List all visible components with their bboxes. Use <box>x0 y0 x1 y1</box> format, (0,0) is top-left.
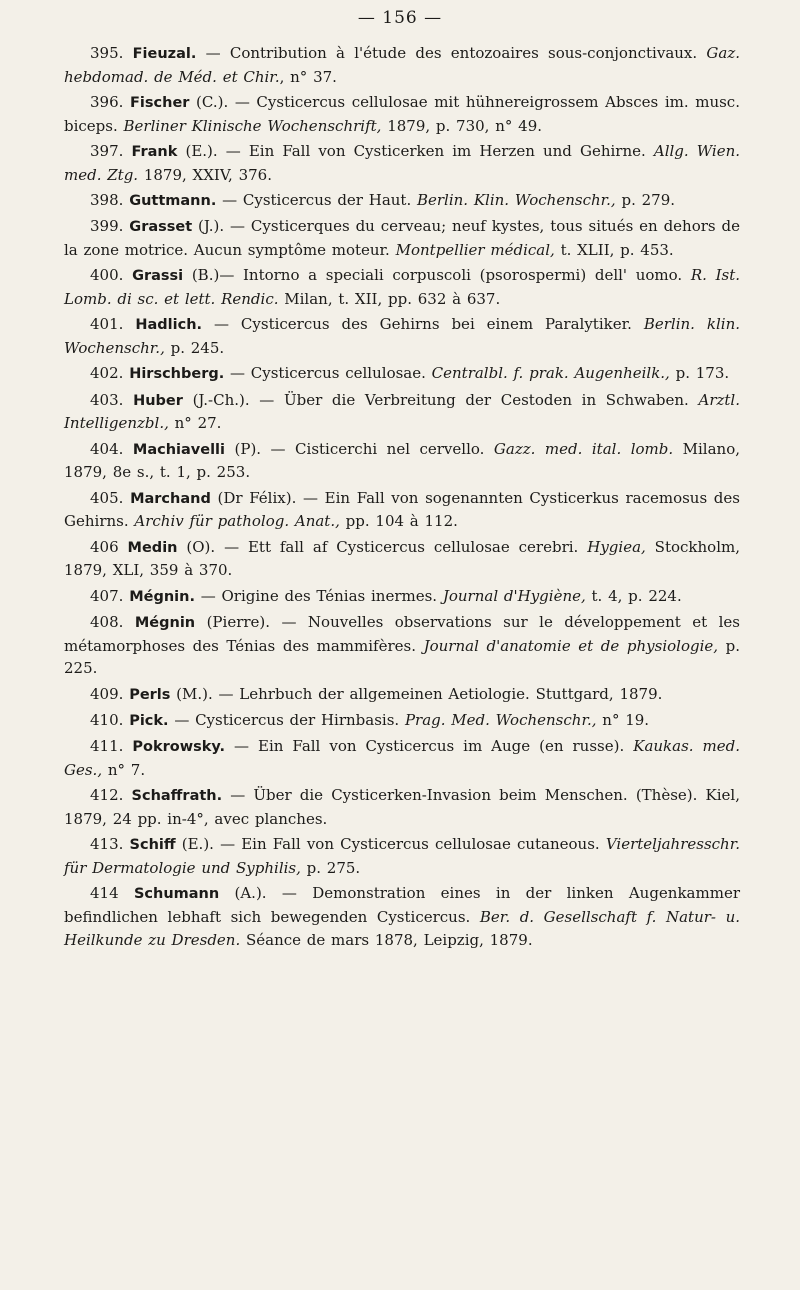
entry-number: 411. <box>90 737 124 756</box>
entry-source: Journal d'Hygiène, <box>442 586 586 605</box>
entry-source: Berlin. Klin. Wochenschr., <box>416 190 616 209</box>
entry-author: Fischer <box>130 94 190 111</box>
bibliography-entry <box>64 42 740 88</box>
entry-source: Gazz. med. ital. lomb. <box>493 439 674 458</box>
entry-source: Berliner Klinische Wochenschrift, <box>123 116 382 135</box>
entry-title: (P). — Cisticerchi nel cervello. <box>225 439 494 458</box>
entry-title: (C.). — Cysticercus cellulosae mit hühnereigrossem Absces im. musc. biceps. <box>64 92 740 135</box>
entry-source: Arztl. Intelligenzbl., <box>64 390 740 433</box>
entry-number: 407. <box>90 586 124 605</box>
entry-author: Pokrowsky. <box>132 739 226 756</box>
entry-title: — Cysticercus cellulosae. <box>224 364 432 383</box>
entry-source: Kaukas. med. Ges., <box>64 737 740 779</box>
entry-source: R. Ist. Lomb. di sc. et lett. Rendic. <box>64 266 740 308</box>
entry-author: Pick. <box>129 712 169 729</box>
entry-author: Frank <box>131 143 178 160</box>
entry-number: 403. <box>90 390 124 409</box>
entry-number: 412. <box>90 786 124 805</box>
entry-details: Stockholm, 1879, XLI, 359 à 370. <box>64 537 740 580</box>
entry-details: p. 173. <box>669 364 730 383</box>
entry-details: Milan, t. XII, pp. 632 à 637. <box>278 289 501 308</box>
entry-details: n° 27. <box>168 414 222 433</box>
entry-details: p. 245. <box>164 338 225 357</box>
entry-number: 400. <box>90 266 124 285</box>
entry-author: Schaffrath. <box>131 788 223 805</box>
entry-number: 395. <box>90 44 124 62</box>
entry-number: 409. <box>90 684 124 703</box>
entry-author: Hadlich. <box>135 317 203 334</box>
entry-title: (Dr Félix). — Ein Fall von sogenannten Cysticerkus racemosus des Gehirns. <box>64 488 740 531</box>
page-number: — 156 — <box>357 8 443 28</box>
entry-title: — Contribution à l'étude des entozoaires sous-conjonctivaux. <box>196 44 707 62</box>
bibliography-entry <box>64 833 740 879</box>
entry-author: Schiff <box>129 837 176 854</box>
entry-title: (M.). — Lehrbuch der allgemeinen Aetiologie. Stuttgard, 1879. <box>170 684 663 703</box>
bibliography-entry <box>64 215 740 261</box>
bibliography-entry <box>64 189 740 213</box>
bibliography-entry <box>64 91 740 137</box>
entry-title: (E.). — Ein Fall von Cysticercus cellulosae cutaneous. <box>175 835 606 854</box>
entry-number: 414 <box>90 884 119 903</box>
entry-number: 402. <box>90 364 124 383</box>
entry-source: Prag. Med. Wochenschr., <box>404 710 597 729</box>
entry-number: 405. <box>90 488 124 507</box>
entry-details: 1879, p. 730, n° 49. <box>381 116 543 135</box>
entry-source: Vierteljahresschr. für Dermatologie und Syphilis, <box>64 835 740 877</box>
entry-title: (J.). — Cysticerques du cerveau; neuf kystes, tous situés en dehors de la zone motrice. Aucun symptôme moteur. <box>64 217 740 259</box>
entry-source: Gaz. hebdomad. de Méd. et Chir. <box>64 44 740 86</box>
entry-number: 408. <box>90 613 124 632</box>
bibliography-entry <box>64 264 740 310</box>
entry-author: Machiavelli <box>132 441 225 458</box>
entry-number: 413. <box>90 835 124 854</box>
entry-details: Milano, 1879, 8e s., t. 1, p. 253. <box>64 439 740 482</box>
entry-number: 399. <box>90 217 124 236</box>
bibliography-entry <box>64 487 740 533</box>
entry-number: 396. <box>90 92 124 111</box>
entry-title: (E.). — Ein Fall von Cysticerken im Herzen und Gehirne. <box>177 141 654 160</box>
entry-details: n° 19. <box>596 710 650 729</box>
entry-author: Grasset <box>129 219 193 236</box>
entry-source: Journal d'anatomie et de physiologie, <box>423 636 719 655</box>
bibliography-entry <box>64 683 740 707</box>
entry-author: Marchand <box>130 490 211 507</box>
entry-details: p. 225. <box>64 636 740 678</box>
bibliography-entry <box>64 784 740 830</box>
entry-author: Guttmann. <box>129 192 217 209</box>
entry-source: Allg. Wien. med. Ztg. <box>64 141 740 184</box>
entry-author: Fieuzal. <box>132 46 197 62</box>
bibliography-entry <box>64 313 740 359</box>
entry-author: Hirschberg. <box>129 366 225 383</box>
bibliography-entry <box>64 362 740 386</box>
entry-author: Perls <box>129 686 171 703</box>
entry-title: — Origine des Ténias inermes. <box>194 586 443 605</box>
entry-source: Centralbl. f. prak. Augenheilk., <box>431 364 670 383</box>
entry-author: Mégnin. <box>129 588 195 605</box>
entry-number: 410. <box>90 710 124 729</box>
entry-details: p. 279. <box>615 190 676 209</box>
bibliography-entry <box>64 585 740 609</box>
entry-source: Archiv für patholog. Anat., <box>134 512 340 531</box>
bibliography-list <box>64 42 740 954</box>
entry-details: , n° 37. <box>279 67 337 86</box>
entry-details: t. 4, p. 224. <box>585 586 682 605</box>
entry-author: Huber <box>133 392 183 409</box>
entry-source: Ber. d. Gesellschaft f. Natur- u. Heilkunde zu Dresden. <box>64 907 740 949</box>
bibliography-entry <box>64 438 740 484</box>
entry-source: Berlin. klin. Wochenschr., <box>64 315 740 357</box>
bibliography-entry <box>64 536 740 582</box>
entry-title: — Ein Fall von Cysticercus im Auge (en russe). <box>225 737 634 756</box>
bibliography-entry <box>64 882 740 951</box>
bibliography-entry <box>64 709 740 733</box>
entry-title: (J.-Ch.). — Über die Verbreitung der Cestoden in Schwaben. <box>182 390 699 409</box>
bibliography-entry <box>64 735 740 781</box>
entry-title: (O). — Ett fall af Cysticercus cellulosae cerebri. <box>177 537 588 556</box>
entry-title: — Cysticercus der Hirnbasis. <box>168 710 405 729</box>
bibliography-entry <box>64 389 740 435</box>
entry-details: 1879, XXIV, 376. <box>138 165 272 184</box>
entry-source: Hygiea, <box>587 537 646 556</box>
entry-author: Grassi <box>132 268 184 285</box>
entry-title: (B.)— Intorno a speciali corpuscoli (psorospermi) dell' uomo. <box>183 266 691 285</box>
bibliography-entry <box>64 611 740 680</box>
entry-details: n° 7. <box>102 760 146 779</box>
entry-details: Séance de mars 1878, Leipzig, 1879. <box>240 930 533 949</box>
entry-details: t. XLII, p. 453. <box>554 240 674 259</box>
entry-title: — Über die Cysticerken-Invasion beim Menschen. (Thèse). Kiel, 1879, 24 pp. in-4°, avec planches. <box>64 786 740 828</box>
entry-details: pp. 104 à 112. <box>339 512 458 531</box>
entry-number: 404. <box>90 439 124 458</box>
entry-source: Montpellier médical, <box>395 240 555 259</box>
entry-author: Mégnin <box>134 615 196 632</box>
entry-title: (A.). — Demonstration eines in der linken Augenkammer befindlichen lebhaft sich bewegenden Cysticercus. <box>64 884 740 926</box>
entry-author: Schumann <box>133 886 220 903</box>
entry-title: — Cysticercus des Gehirns bei einem Paralytiker. <box>202 315 644 334</box>
entry-author: Medin <box>127 539 178 556</box>
bibliography-entry <box>64 140 740 186</box>
entry-number: 401. <box>90 315 124 334</box>
entry-number: 406 <box>90 537 119 556</box>
entry-number: 398. <box>90 190 124 209</box>
entry-title: (Pierre). — Nouvelles observations sur le développement et les métamorphoses des Ténias des mammifères. <box>64 613 740 655</box>
entry-title: — Cysticercus der Haut. <box>216 190 417 209</box>
entry-details: p. 275. <box>300 858 361 877</box>
entry-number: 397. <box>90 141 124 160</box>
